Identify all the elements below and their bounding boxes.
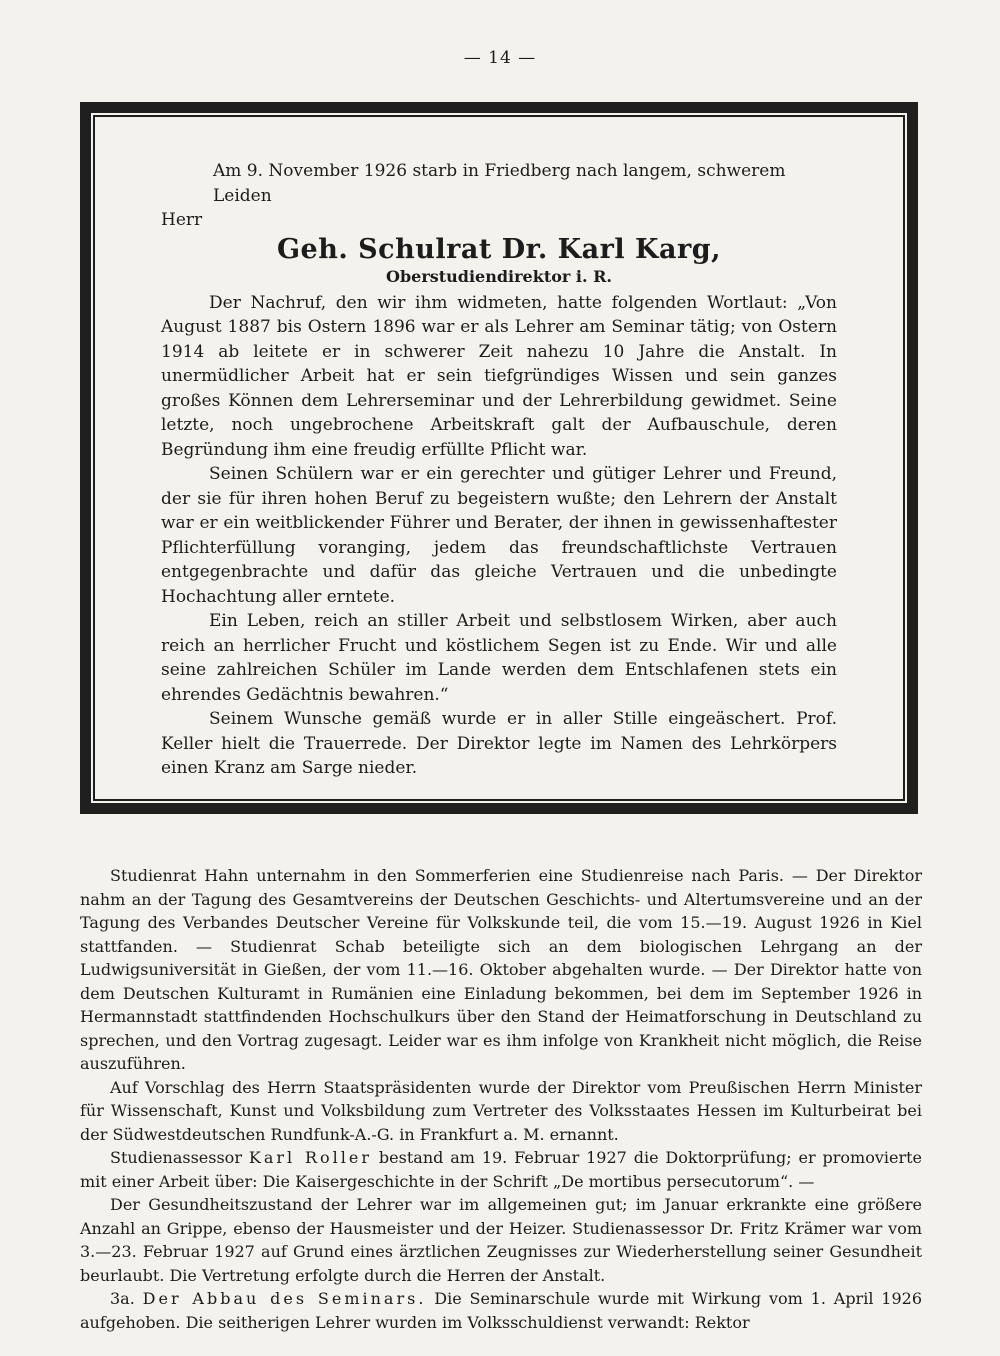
obituary-name: Geh. Schulrat Dr. Karl Karg, — [277, 233, 721, 265]
body-paragraph-4: Der Gesundheitszustand der Lehrer war im allgemeinen gut; im Januar erkrankte eine größere Anzahl an Grippe, ebenso der Hausmeister und der Heizer. Studienassessor Dr. Fritz Krämer war vom 3.—23. Februar 1927 auf Grund eines ärztlichen Zeugnisses zur Wiederherstellung seiner Gesundheit beurlaubt. Die Vertretung erfolgte durch die Herren der Anstalt. — [80, 1195, 922, 1285]
obituary-paragraph-2: Seinen Schülern war er ein gerechter und gütiger Lehrer und Freund, der sie für ihren hohen Beruf zu begeistern wußte; den Lehrern der Anstalt war er ein weitblickender Führer und Berater, der ihnen in gewissenhaftester Pflichterfüllung voranging, jedem das freundschaftlichste Vertrauen entgegenbrachte und dafür das gleiche Vertrauen und die unbedingte Hochachtung aller erntete. — [161, 464, 837, 607]
section-number: 3a. — [110, 1289, 135, 1308]
obituary-paragraph-3: Ein Leben, reich an stiller Arbeit und selbstlosem Wirken, aber auch reich an herrlicher Frucht und köstlichem Segen ist zu Ende. Wir und alle seine zahlreichen Schüler im Lande werden dem Entschlafenen stets ein ehrendes Gedächtnis bewahren.“ — [161, 611, 837, 705]
body-paragraph-5 — [80, 1287, 922, 1334]
obituary-frame — [80, 102, 918, 814]
obituary-paragraph-1: Der Nachruf, den wir ihm widmeten, hatte folgenden Wortlaut: „Von August 1887 bis Ostern 1896 war er als Lehrer am Seminar tätig; von Ostern 1914 ab leitete er in schwerer Zeit nahezu 10 Jahre die Anstalt. In unermüdlicher Arbeit hat er sein tiefgründiges Wissen und sein ganzes großes Können dem Lehrerseminar und der Lehrerbildung gewidmet. Seine letzte, noch ungebrochene Arbeitskraft galt der Aufbauschule, deren Begründung ihm eine freudig erfüllte Pflicht war. — [161, 292, 837, 460]
page-number: — 14 — — [463, 48, 537, 68]
body-text — [80, 864, 922, 1334]
body-paragraph-2: Auf Vorschlag des Herrn Staatspräsidenten wurde der Direktor vom Preußischen Herrn Minister für Wissenschaft, Kunst und Volksbildung zum Vertreter des Volksstaates Hessen im Kulturbeirat bei der Südwestdeutschen Rundfunk-A.-G. in Frankfurt a. M. ernannt. — [80, 1077, 922, 1144]
obituary-herr: Herr — [161, 210, 203, 230]
body-paragraph-1: Studienrat Hahn unternahm in den Sommerferien eine Studienreise nach Paris. — Der Direktor nahm an der Tagung des Gesamtvereins der Deutschen Geschichts- und Altertumsvereine und an der Tagung des Verbandes Deutscher Vereine für Volkskunde teil, die vom 15.—19. August 1926 in Kiel stattfanden. — Studienrat Schab beteiligte sich an dem biologischen Lehrgang an der Ludwigsuniversität in Gießen, der vom 11.—16. Oktober abgehalten wurde. — Der Direktor hatte von dem Deutschen Kulturamt in Rumänien eine Einladung bekommen, bei dem im September 1926 in Hermannstadt stattfindenden Hochschulkurs über den Stand der Heimatforschung in Deutschland zu sprechen, und den Vortrag zugesagt. Leider war es ihm infolge von Krankheit nicht möglich, die Reise auszuführen. — [80, 866, 922, 1073]
body-paragraph-3-name: Karl Roller — [248, 1148, 373, 1167]
obituary-paragraph-4: Seinem Wunsche gemäß wurde er in aller Stille eingeäschert. Prof. Keller hielt die Trauerrede. Der Direktor legte im Namen des Lehrkörpers einen Kranz am Sarge nieder. — [161, 709, 837, 778]
section-heading: Der Abbau des Seminars. — [142, 1289, 427, 1308]
obituary-announcement: Am 9. November 1926 starb in Friedberg nach langem, schwerem Leiden — [213, 161, 786, 206]
body-paragraph-3-rest: bestand am 19. Februar 1927 die Doktorprüfung; er promovierte mit einer Arbeit über: Die Kaisergeschichte in der Schrift „De mortibus persecutorum“. — — [80, 1148, 923, 1191]
body-paragraph-5-text: Die Seminarschule wurde mit Wirkung vom 1. April 1926 aufgehoben. Die seitherigen Lehrer wurden im Volksschuldienst verwandt: Rektor — [80, 1289, 922, 1332]
obituary-title: Oberstudiendirektor i. R. — [386, 266, 612, 286]
body-paragraph-3 — [80, 1146, 922, 1193]
obituary-notice — [93, 115, 905, 801]
body-paragraph-3-lead: Studienassessor — [110, 1148, 242, 1167]
